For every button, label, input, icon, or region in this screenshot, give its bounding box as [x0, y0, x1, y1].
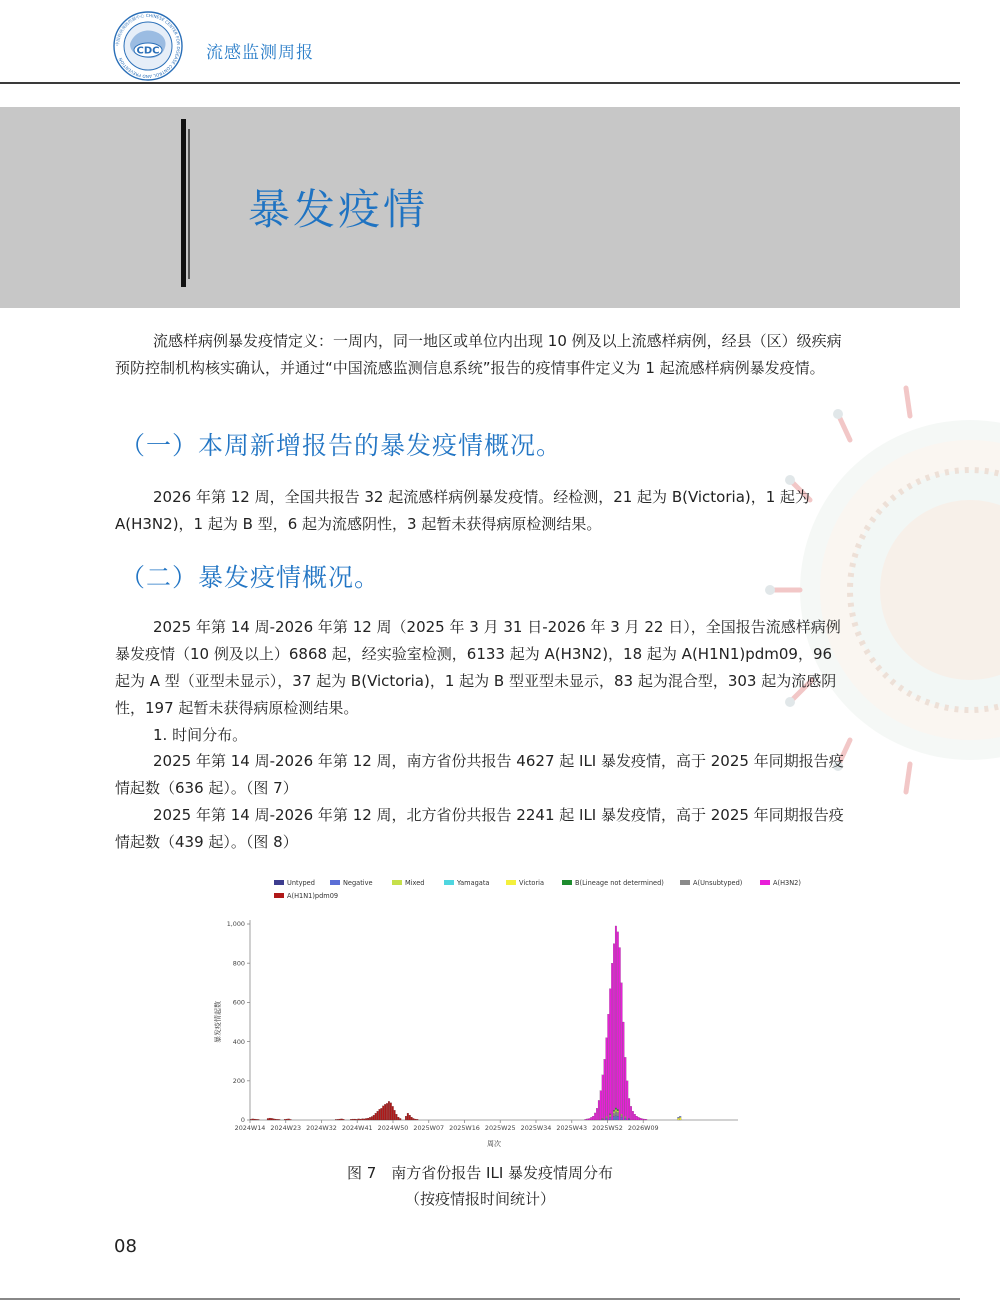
legend-label: Yamagata [457, 879, 490, 887]
bar-h1n1pdm09 [278, 1119, 280, 1120]
bar-h3n2 [590, 1117, 592, 1120]
bar-h1n1pdm09 [271, 1118, 273, 1120]
bar-h1n1pdm09 [413, 1118, 415, 1120]
y-tick-label: 600 [232, 998, 245, 1007]
bar-h3n2 [632, 1111, 634, 1120]
bar-a-unsubtyped- [617, 1113, 619, 1117]
bar-h3n2 [598, 1100, 600, 1120]
bar-h1n1pdm09 [373, 1115, 375, 1120]
x-tick-label: 2024W32 [306, 1124, 337, 1132]
x-tick-label: 2024W23 [270, 1124, 302, 1132]
weekly-summary-paragraph [115, 484, 845, 538]
bar-mixed [625, 1116, 627, 1117]
north-paragraph [115, 802, 845, 856]
legend-label: Negative [343, 879, 373, 887]
x-tick-label: 2026W09 [627, 1124, 659, 1132]
bar-h3n2 [625, 1057, 627, 1116]
legend-swatch [760, 880, 770, 885]
bar-h3n2 [638, 1117, 640, 1120]
bar-h1n1pdm09 [415, 1119, 417, 1120]
bar-a-unsubtyped- [609, 1116, 611, 1118]
header-divider [0, 82, 960, 84]
bar-h1n1pdm09 [290, 1119, 292, 1120]
bar-h1n1pdm09 [365, 1118, 367, 1120]
y-tick-label: 800 [232, 959, 245, 968]
bar-negative [617, 1116, 619, 1120]
south-paragraph [115, 748, 845, 802]
south-text: 2025 年第 14 周-2026 年第 12 周，南方省份共报告 4627 起 ILI 暴发疫情，高于 2025 年同期报告疫情起数（636 起）。（图 7） [115, 752, 844, 797]
bar-b-lineage-not-determined- [609, 1114, 611, 1115]
bar-a-unsubtyped- [613, 1113, 615, 1116]
bar-h3n2 [585, 1119, 587, 1120]
bar-h1n1pdm09 [390, 1103, 392, 1120]
y-tick-label: 1,000 [226, 920, 245, 929]
bar-mixed [617, 1111, 619, 1113]
time-distribution-label: 1. 时间分布。 [153, 726, 248, 744]
chart-y-axis [227, 920, 250, 1124]
bar-h3n2 [587, 1119, 589, 1120]
x-tick-label: 2024W14 [234, 1124, 266, 1132]
bar-h3n2 [606, 1038, 608, 1117]
bar-h3n2 [596, 1108, 598, 1120]
x-tick-label: 2025W43 [556, 1124, 588, 1132]
bar-b-lineage-not-determined- [613, 1110, 615, 1111]
bar-h3n2 [589, 1118, 591, 1120]
bar-h3n2 [611, 963, 613, 1120]
bar-mixed [606, 1116, 608, 1117]
chart-legend [274, 879, 801, 900]
north-text: 2025 年第 14 周-2026 年第 12 周，北方省份共报告 2241 起 ILI 暴发疫情，高于 2025 年同期报告疫情起数（439 起）。（图 8） [115, 806, 844, 851]
bar-h3n2 [636, 1116, 638, 1120]
bar-h3n2 [594, 1113, 596, 1120]
section-heading-weekly: （一）本周新增报告的暴发疫情概况。 [120, 431, 563, 460]
bar-h3n2 [634, 1114, 636, 1120]
bar-h1n1pdm09 [273, 1119, 275, 1120]
bar-h1n1pdm09 [409, 1115, 411, 1120]
overview-text: 2025 年第 14 周-2026 年第 12 周（2025 年 3 月 31 日-2026 年 3 月 22 日），全国报告流感样病例暴发疫情（10 例及以上）6868 起，经实验室检测，6133 起为 A(H3N2)，18 起为 A(H1N1)pdm09，96 起为 A 型（亚型未显示），37 起为 B(Victoria)，1 起为 B 型亚型未显示，83 起为混合型，303 起为流感阴性，197 起暂未获得病原检测结果。 [115, 618, 841, 717]
bar-negative [677, 1117, 679, 1118]
bar-h1n1pdm09 [337, 1119, 339, 1120]
bar-negative [609, 1118, 611, 1120]
cdc-logo-icon [110, 8, 186, 84]
section-heading-overview: （二）暴发疫情概况。 [120, 563, 381, 592]
bar-h1n1pdm09 [369, 1117, 371, 1120]
chart-bars [250, 926, 681, 1120]
weekly-outbreak-chart [210, 872, 801, 1152]
bar-h1n1pdm09 [341, 1119, 343, 1120]
x-tick-label: 2025W25 [484, 1124, 516, 1132]
bar-h3n2 [645, 1119, 647, 1120]
bar-victoria [679, 1117, 681, 1120]
bar-h3n2 [617, 932, 619, 1110]
definition-paragraph [115, 328, 845, 382]
chart-x-label: 周次 [487, 1140, 501, 1148]
bar-h1n1pdm09 [343, 1119, 345, 1120]
bar-h3n2 [642, 1119, 644, 1120]
bar-negative [621, 1117, 623, 1120]
bar-h1n1pdm09 [394, 1110, 396, 1120]
bar-a-unsubtyped- [606, 1117, 608, 1118]
legend-label: A(H1N1)pdm09 [287, 892, 339, 900]
bar-h1n1pdm09 [335, 1119, 337, 1120]
bar-h1n1pdm09 [256, 1119, 258, 1120]
bar-h1n1pdm09 [375, 1113, 377, 1120]
y-tick-label: 400 [232, 1037, 245, 1046]
bar-h3n2 [621, 983, 623, 1114]
bar-a-unsubtyped- [628, 1118, 630, 1119]
bar-h1n1pdm09 [254, 1119, 256, 1120]
legend-label: B(Lineage not determined) [575, 879, 664, 887]
bar-mixed [613, 1111, 615, 1113]
logo-text: CDC [136, 45, 160, 57]
bar-h1n1pdm09 [362, 1119, 364, 1120]
bar-b-lineage-not-determined- [617, 1109, 619, 1110]
legend-swatch [330, 880, 340, 885]
bar-h1n1pdm09 [252, 1119, 254, 1120]
bar-a-unsubtyped- [615, 1112, 617, 1116]
definition-text: 流感样病例暴发疫情定义：一周内，同一地区或单位内出现 10 例及以上流感样病例，经县（区）级疾病预防控制机构核实确认，并通过“中国流感监测信息系统”报告的疫情事件定义为 1 起流感样病例暴发疫情。 [115, 332, 842, 377]
page-header [0, 0, 960, 84]
legend-label: Mixed [405, 879, 425, 887]
bar-h1n1pdm09 [379, 1109, 381, 1120]
bar-negative [615, 1116, 617, 1120]
bar-h1n1pdm09 [356, 1119, 358, 1120]
bar-h3n2 [619, 948, 621, 1120]
bar-negative [606, 1118, 608, 1120]
legend-label: A(H3N2) [773, 879, 801, 887]
bar-h1n1pdm09 [250, 1119, 252, 1120]
legend-label: Victoria [519, 879, 545, 887]
bar-h1n1pdm09 [407, 1113, 409, 1120]
bar-h1n1pdm09 [267, 1118, 269, 1120]
bar-h1n1pdm09 [363, 1119, 365, 1120]
x-tick-label: 2024W50 [377, 1124, 409, 1132]
bar-h1n1pdm09 [288, 1119, 290, 1120]
bar-negative [613, 1116, 615, 1120]
bar-h1n1pdm09 [276, 1119, 278, 1120]
y-tick-label: 200 [232, 1077, 245, 1085]
bar-h3n2 [630, 1106, 632, 1120]
bar-h3n2 [628, 1098, 630, 1118]
bar-h3n2 [604, 1059, 606, 1120]
legend-swatch [680, 880, 690, 885]
bar-h3n2 [602, 1075, 604, 1118]
bar-h3n2 [592, 1116, 594, 1120]
legend-swatch [392, 880, 402, 885]
banner-accent-bar-thin [188, 129, 190, 279]
overview-paragraph [115, 614, 845, 722]
legend-swatch [506, 880, 516, 885]
weekly-summary-text: 2026 年第 12 周，全国共报告 32 起流感样病例暴发疫情。经检测，21 起为 B(Victoria)，1 起为 A(H3N2)，1 起为 B 型，6 起为流感阴性，3 起暂未获得病原检测结果。 [115, 488, 811, 533]
x-tick-label: 2025W34 [520, 1124, 552, 1132]
legend-label: A(Unsubtyped) [693, 879, 743, 887]
bar-h1n1pdm09 [411, 1117, 413, 1120]
section-banner [0, 107, 960, 308]
legend-swatch [562, 880, 572, 885]
bar-negative [625, 1118, 627, 1120]
bar-negative [602, 1119, 604, 1120]
y-tick-label: 0 [240, 1116, 245, 1125]
banner-accent-bar [181, 119, 186, 287]
bar-h3n2 [643, 1119, 645, 1120]
bar-h1n1pdm09 [396, 1114, 398, 1120]
bar-h1n1pdm09 [354, 1119, 356, 1120]
bar-h1n1pdm09 [405, 1116, 407, 1120]
bar-h1n1pdm09 [399, 1118, 401, 1120]
bar-h1n1pdm09 [384, 1104, 386, 1120]
legend-label: Untyped [287, 879, 315, 887]
bar-h1n1pdm09 [392, 1106, 394, 1120]
bar-h3n2 [615, 926, 617, 1108]
bar-h3n2 [613, 944, 615, 1111]
bar-h1n1pdm09 [358, 1119, 360, 1120]
logo-ring-text: 中国疾病预防控制中心 CHINESE CENTER FOR DISEASE CONTROL AND PREVENTION [114, 12, 182, 80]
bar-h3n2 [607, 1014, 609, 1120]
bar-h1n1pdm09 [367, 1118, 369, 1120]
chart-x-axis [235, 1120, 738, 1132]
bar-h3n2 [609, 989, 611, 1114]
bar-h3n2 [600, 1091, 602, 1120]
figure-subcaption: （按疫情报时间统计） [404, 1190, 555, 1208]
x-tick-label: 2025W07 [413, 1124, 445, 1132]
bar-h1n1pdm09 [258, 1119, 260, 1120]
legend-swatch [444, 880, 454, 885]
bar-h1n1pdm09 [386, 1103, 388, 1120]
x-tick-label: 2024W41 [341, 1124, 373, 1132]
bar-h1n1pdm09 [269, 1118, 271, 1120]
bar-h1n1pdm09 [377, 1111, 379, 1120]
bar-h3n2 [626, 1081, 628, 1120]
bar-h1n1pdm09 [284, 1119, 286, 1120]
chart-y-label: 暴发疫情起数 [214, 1001, 222, 1043]
time-distribution-heading [115, 722, 845, 749]
bar-a-unsubtyped- [625, 1117, 627, 1118]
bar-h1n1pdm09 [275, 1119, 277, 1120]
bar-h1n1pdm09 [352, 1119, 354, 1120]
bar-a-unsubtyped- [621, 1115, 623, 1117]
bar-b-lineage-not-determined- [615, 1108, 617, 1110]
bar-h1n1pdm09 [371, 1116, 373, 1120]
bar-h1n1pdm09 [360, 1119, 362, 1120]
x-tick-label: 2025W52 [592, 1124, 623, 1132]
bar-h1n1pdm09 [388, 1101, 390, 1120]
bar-h1n1pdm09 [382, 1106, 384, 1120]
bar-h1n1pdm09 [416, 1119, 418, 1120]
report-title: 流感监测周报 [206, 43, 314, 63]
bar-h3n2 [640, 1118, 642, 1120]
bar-negative [679, 1116, 681, 1117]
bar-h1n1pdm09 [381, 1108, 383, 1120]
figure-caption: 图 7 南方省份报告 ILI 暴发疫情周分布 [346, 1164, 614, 1182]
footer-divider [0, 1298, 960, 1300]
x-tick-label: 2025W16 [449, 1124, 480, 1132]
bar-mixed [621, 1114, 623, 1115]
page-number: 08 [114, 1236, 137, 1257]
bar-negative [628, 1119, 630, 1120]
bar-h1n1pdm09 [339, 1119, 341, 1120]
bar-h1n1pdm09 [350, 1119, 352, 1120]
bar-h1n1pdm09 [398, 1117, 400, 1120]
bar-h1n1pdm09 [286, 1119, 288, 1120]
banner-title: 暴发疫情 [248, 185, 429, 234]
bar-mixed [615, 1109, 617, 1111]
legend-swatch [274, 893, 284, 898]
bar-h3n2 [623, 1022, 625, 1120]
bar-victoria [677, 1118, 679, 1120]
bar-mixed [609, 1115, 611, 1116]
legend-swatch [274, 880, 284, 885]
